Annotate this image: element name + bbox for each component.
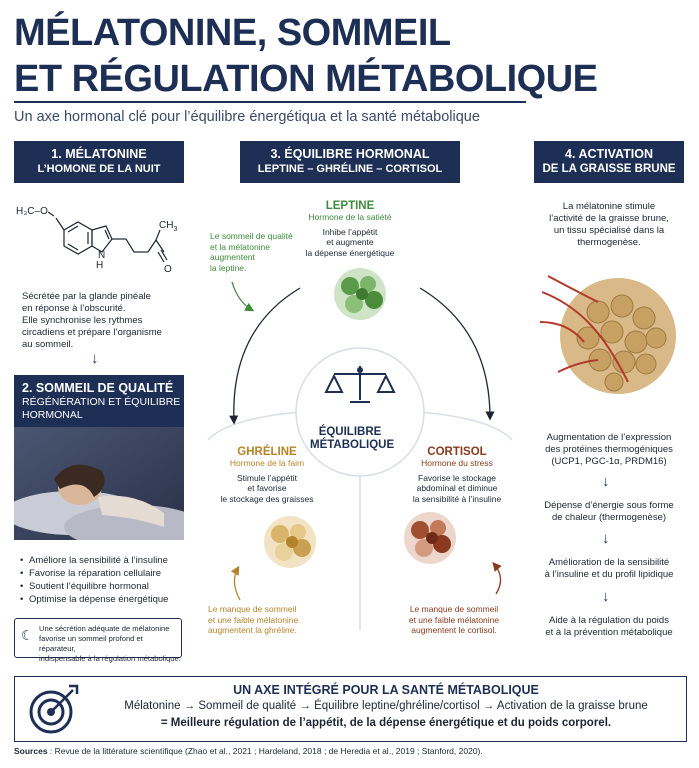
step-line: (UCP1, PGC-1α, PRDM16)	[551, 456, 667, 467]
cycle-arrow-right	[420, 288, 490, 418]
center-label	[310, 426, 395, 452]
note-line: augmentent le cortisol.	[411, 625, 497, 635]
center-label-line-1: ÉQUILIBRE	[318, 426, 382, 438]
summary-box	[14, 676, 687, 742]
ch3-label: $CH_3$	[159, 220, 178, 233]
step-line: des protéines thermogéniques	[545, 444, 673, 455]
desc-line: en réponse à l’obscurité.	[22, 303, 126, 314]
brown-fat-header-line-1: 4. ACTIVATION	[565, 147, 653, 161]
sleeping-woman-image	[14, 427, 184, 540]
n-label: N	[98, 250, 106, 261]
ghrelin-role: Hormone de la faim	[229, 458, 305, 468]
note-line: la leptine.	[210, 262, 247, 273]
list-item: • Améliore la sensibilité à l’insuline	[20, 554, 185, 567]
down-arrow-icon: ↓	[602, 530, 610, 547]
down-arrow-icon: ↓	[602, 473, 610, 490]
melatonin-header	[14, 141, 184, 183]
brown-fat-header-line-2: DE LA GRAISSE BRUNE	[542, 163, 676, 175]
summary-title: UN AXE INTÉGRÉ POUR LA SANTÉ MÉTABOLIQUE	[233, 683, 539, 697]
note-line: indispensable à la régulation métabolique.	[39, 654, 181, 663]
h-label: H	[96, 260, 104, 271]
leptin-line: Inhibe l’appétit	[322, 226, 378, 237]
summary-chain: Mélatonine → Sommeil de qualité → Équilibre leptine/ghréline/cortisol → Activation de la graisse brune	[124, 700, 648, 712]
sleep-header-line-3: HORMONAL	[22, 408, 83, 421]
step-line: et à la prévention métabolique	[545, 627, 673, 638]
leptin-note	[210, 231, 300, 273]
step-1	[534, 432, 684, 468]
sources	[14, 746, 483, 756]
leptin-line: et augmente	[326, 237, 374, 247]
desc-line: Elle synchronise les rythmes	[22, 315, 143, 326]
melatonin-description	[22, 291, 187, 351]
cortisol-role: Hormone du stress	[421, 458, 493, 468]
list-item: • Optimise la dépense énergétique	[20, 593, 185, 606]
note-line: augmentent	[210, 252, 255, 262]
leptin-name: LEPTINE	[325, 200, 375, 212]
ghrelin-molecule-icon	[264, 516, 316, 568]
title-line-1: MÉLATONINE, SOMMEIL	[14, 12, 451, 54]
leptin-role: Hormone de la satiété	[308, 212, 392, 222]
melatonin-header-line-2: L’HOMONE DE LA NUIT	[37, 163, 161, 175]
note-line: Une sécrétion adéquate de mélatonine	[39, 624, 170, 633]
leptin-line: la dépense énergétique	[305, 247, 395, 258]
ghrelin-name: GHRÉLINE	[237, 446, 297, 458]
list-item: • Favorise la réparation cellulaire	[20, 567, 185, 580]
sleep-note-box	[14, 618, 182, 663]
desc-line: Sécrétée par la glande pinéale	[22, 291, 151, 302]
brown-fat-intro	[534, 201, 684, 249]
brown-arrow	[494, 564, 501, 594]
step-line: à l’insuline et du profil lipidique	[544, 569, 674, 580]
ghrelin-line: le stockage des graisses	[220, 493, 314, 504]
sleep-header	[14, 375, 184, 427]
o-label: O	[164, 264, 172, 275]
note-line: Le manque de sommeil	[208, 604, 297, 614]
target-icon	[27, 682, 81, 736]
intro-line: un tissu spécialisé dans la	[553, 225, 665, 236]
subtitle: Un axe hormonal clé pour l’équilibre énergétiqua et la santé métabolique	[14, 109, 480, 125]
intro-line: thermogenèse.	[577, 237, 641, 248]
summary-result: = Meilleure régulation de l’appétit, de la dépense énergétique et du poids corporel.	[160, 717, 612, 729]
note-line: Le sommeil de qualité	[210, 231, 293, 241]
intro-line: La mélatonine stimule	[562, 201, 656, 212]
note-line: et une faible mélatonine	[408, 614, 500, 625]
desc-line: circadiens et prépare l’organisme	[22, 327, 162, 338]
step-2	[534, 500, 684, 524]
cycle-arrow-left	[234, 288, 300, 422]
moon-stars-icon: ☾	[21, 627, 34, 643]
cortisol-note	[394, 604, 514, 636]
sources-text: : Revue de la littérature scientifique (Zhao et al., 2021 ; Hardeland, 2018 ; de Heredia et al., 2019 ; Stanford, 2020).	[47, 746, 483, 756]
sources-label: Sources	[14, 746, 48, 756]
cortisol-line: abdominal et diminue	[416, 483, 498, 493]
note-line: Le manque de sommeil	[409, 604, 499, 614]
step-line: de chaleur (thermogenèse)	[551, 512, 667, 523]
title-rule	[14, 101, 526, 103]
center-label-line-2: MÉTABOLIQUE	[310, 439, 395, 451]
cortisol-molecule-icon	[404, 512, 456, 564]
note-line: et une faible mélatonine	[208, 614, 299, 625]
melatonin-header-line-1: 1. MÉLATONINE	[51, 147, 147, 161]
ghrelin-line: Stimule l’appétit	[236, 472, 297, 483]
brown-fat-header	[534, 141, 684, 183]
sleep-header-line-1: 2. SOMMEIL DE QUALITÉ	[22, 380, 174, 395]
desc-line: au sommeil.	[22, 339, 74, 350]
title-line-2: ET RÉGULATION MÉTABOLIQUE	[14, 58, 598, 100]
down-arrow-icon: ↓	[602, 588, 610, 605]
sleep-note-text	[39, 624, 181, 664]
hormonal-header-line-1: 3. ÉQUILIBRE HORMONAL	[270, 147, 430, 161]
sleep-benefits-list	[20, 554, 185, 606]
list-item: • Soutient l’équilibre hormonal	[20, 580, 185, 593]
leptin-block	[300, 200, 400, 258]
note-line: augmentent la ghréline.	[208, 625, 297, 635]
note-line: favorise un sommeil profond et réparateur,	[39, 634, 143, 653]
step-3	[534, 557, 684, 581]
ghrelin-note	[208, 604, 328, 636]
gold-arrow	[234, 568, 240, 600]
green-arrow	[232, 282, 252, 310]
cortisol-line: Favorise le stockage	[418, 472, 496, 483]
ghrelin-block	[212, 446, 322, 504]
note-line: et la mélatonine	[210, 241, 271, 252]
step-line: Dépense d’énergie sous forme	[544, 500, 674, 511]
leptin-molecule-icon	[334, 268, 386, 320]
step-4	[534, 615, 684, 639]
cortisol-line: la sensibilité à l’insuline	[412, 493, 502, 504]
methoxy-label: H₃C–O	[16, 206, 48, 217]
melatonin-molecule-icon	[14, 196, 186, 282]
down-arrow-icon: ↓	[91, 350, 99, 367]
hormonal-header-line-2: LEPTINE – GHRÉLINE – CORTISOL	[257, 163, 443, 175]
brown-fat-tissue-image	[538, 262, 684, 408]
sleep-header-line-2: RÉGÉNÉRATION ET ÉQUILIBRE	[22, 395, 181, 408]
hormonal-header	[240, 141, 460, 183]
cortisol-name: CORTISOL	[427, 446, 487, 458]
step-line: Augmentation de l’expression	[546, 432, 672, 443]
step-line: Aide à la régulation du poids	[549, 615, 669, 626]
ghrelin-line: et favorise	[247, 483, 287, 493]
cortisol-block	[402, 446, 512, 504]
intro-line: l’activité de la graisse brune,	[549, 213, 669, 224]
step-line: Amélioration de la sensibilité	[548, 557, 670, 568]
